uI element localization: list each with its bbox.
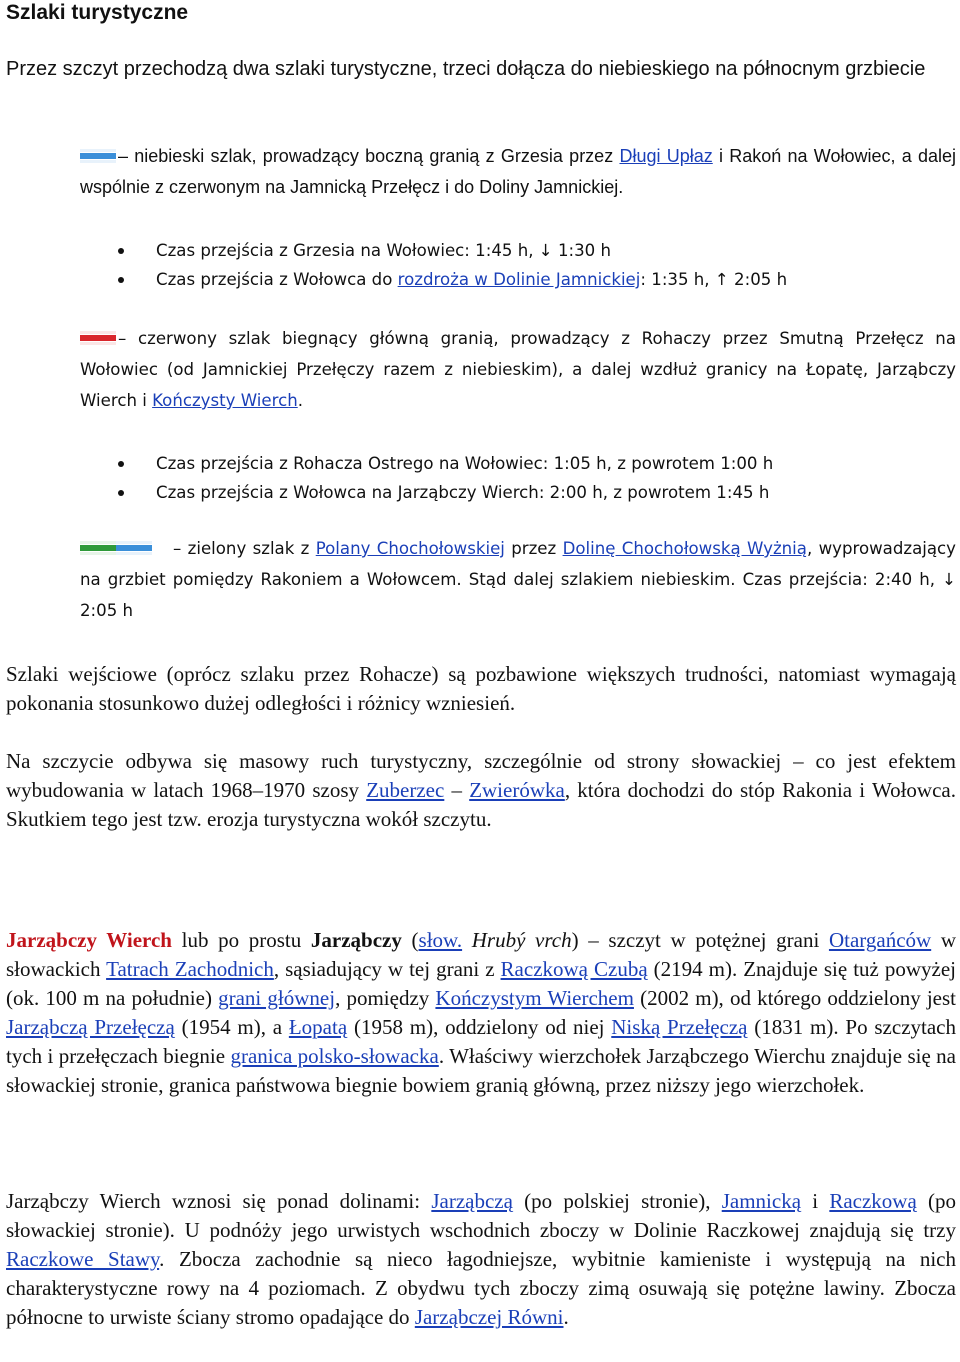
link-polana-chocholowska[interactable]: Polany Chochołowskiej	[315, 539, 505, 558]
link-raczkowa[interactable]: Raczkową	[829, 1189, 917, 1213]
link-tatry-zachodnie[interactable]: Tatrach Zachodnich	[106, 957, 274, 981]
link-zwierowka[interactable]: Zwierówka	[469, 778, 565, 802]
link-jarzabcza[interactable]: Jarząbczą	[431, 1189, 513, 1213]
link-slow[interactable]: słow.	[418, 928, 463, 952]
link-jamnicka[interactable]: Jamnicką	[721, 1189, 802, 1213]
blue-trail-times	[118, 236, 948, 294]
link-raczkowe-stawy[interactable]: Raczkowe Stawy	[6, 1247, 160, 1271]
list-item: Czas przejścia z Wołowca na Jarząbczy Wierch: 2:00 h, z powrotem 1:45 h	[118, 478, 948, 507]
blue-trail-marker-icon	[80, 149, 116, 163]
link-konczysty-wierch[interactable]: Kończysty Wierch	[152, 391, 298, 410]
link-raczkowa-czuba[interactable]: Raczkową Czubą	[500, 957, 648, 981]
red-trail-description: – czerwony szlak biegnący główną granią, prowadzący z Rohaczy przez Smutną Przełęcz na Wołowiec (od Jamnickiej Przełęczy razem z niebieskim), a dalej wzdłuż granicy na Łopatę, Jarząbczy Wierch i Kończysty Wierch.	[80, 329, 956, 410]
link-rozdroze-dolina-jamnicka[interactable]: rozdroża w Dolinie Jamnickiej	[397, 270, 641, 289]
link-jarzabcza-rown[interactable]: Jarząbczej Równi	[414, 1305, 564, 1329]
link-jarzabcza-przelecz[interactable]: Jarząbczą Przełęczą	[6, 1015, 175, 1039]
paragraph-difficulty: Szlaki wejściowe (oprócz szlaku przez Rohacze) są pozbawione większych trudności, natomiast wymagają pokonania stosunkowo dużej odległości i różnicy wzniesień.	[6, 662, 956, 715]
arrow-up-icon: ↑	[714, 270, 729, 289]
blue-trail-description: – niebieski szlak, prowadzący boczną granią z Grzesia przez Długi Upłaz i Rakoń na Wołowiec, a dalej wspólnie z czerwonym na Jamnicką Przełęcz i do Doliny Jamnickiej.	[80, 146, 957, 197]
arrow-down-icon: ↓	[538, 241, 553, 260]
list-item: Czas przejścia z Wołowca do rozdroża w Dolinie Jamnickiej: 1:35 h, ↑ 2:05 h	[118, 265, 948, 294]
section-title: Szlaki turystyczne	[6, 1, 189, 24]
red-trail-marker-icon	[80, 331, 116, 345]
arrow-down-icon: ↓	[942, 570, 956, 589]
link-gran-glowna[interactable]: grani głównej	[218, 986, 336, 1010]
list-item: Czas przejścia z Rohacza Ostrego na Wołowiec: 1:05 h, z powrotem 1:00 h	[118, 449, 948, 478]
green-trail-marker-icon	[80, 541, 152, 555]
link-zuberzec[interactable]: Zuberzec	[366, 778, 445, 802]
green-trail-description: – zielony szlak z Polany Chochołowskiej przez Dolinę Chochołowską Wyżnią, wyprowadzający na grzbiet pomiędzy Rakoniem a Wołowcem. Stąd dalej szlakiem niebieskim. Czas przejścia: 2:40 h, ↓ 2:05 h	[80, 539, 956, 620]
link-lopata[interactable]: Łopatą	[288, 1015, 348, 1039]
article-jarzabczy-wierch: Jarząbczy Wierch lub po prostu Jarząbczy (słow. Hrubý vrch) – szczyt w potężnej grani Otargańców w słowackich Tatrach Zachodnich, sąsiadujący w tej grani z Raczkową Czubą (2194 m). Znajduje się tuż powyżej (ok. 100 m na południe) grani głównej, pomiędzy Kończystym Wierchem (2002 m), od którego oddzielony jest Jarząbczą Przełęczą (1954 m), a Łopatą (1958 m), oddzielony od niej Niską Przełęczą (1831 m). Po szczytach tych i przełęczach biegnie granica polsko-słowacka. Właściwy wierzchołek Jarząbczego Wierchu znajduje się na słowackiej stronie, granica państwowa biegnie bowiem granią główną, przez niższy jego wierzchołek.	[6, 928, 957, 1097]
intro-paragraph: Przez szczyt przechodzą dwa szlaki turystyczne, trzeci dołącza do niebieskiego na północnym grzbiecie	[6, 58, 926, 80]
red-trail-times	[118, 449, 948, 507]
link-niska-przelecz[interactable]: Niską Przełęczą	[611, 1015, 748, 1039]
article-heading: Jarząbczy Wierch	[6, 928, 172, 952]
list-item: Czas przejścia z Grzesia na Wołowiec: 1:45 h, ↓ 1:30 h	[118, 236, 948, 265]
article-valleys: Jarząbczy Wierch wznosi się ponad dolinami: Jarząbczą (po polskiej stronie), Jamnicką i Raczkową (po słowackiej stronie). U podnóży jego urwistych wschodnich zboczy w Dolinie Raczkowej znajdują się trzy Raczkowe Stawy. Zbocza zachodnie są nieco łagodniejsze, wybitnie kamieniste i występują na nich charakterystyczne rowy na 4 poziomach. Z obydwu tych zboczy zimą osuwają się potężne lawiny. Zbocza północne to urwiste ściany stromo opadające do Jarząbczej Równi.	[6, 1189, 957, 1329]
link-konczysty-wierch-2[interactable]: Kończystym Wierchem	[435, 986, 634, 1010]
link-dolina-chocholowska-wyznia[interactable]: Dolinę Chochołowską Wyżnią	[562, 539, 807, 558]
link-granica-polsko-slowacka[interactable]: granica polsko-słowacka	[230, 1044, 439, 1068]
link-otargancow[interactable]: Otargańców	[828, 928, 932, 952]
link-dlugi-uplaz[interactable]: Długi Upłaz	[619, 146, 713, 166]
paragraph-tourism: Na szczycie odbywa się masowy ruch turystyczny, szczególnie od strony słowackiej – co jest efektem wybudowania w latach 1968–1970 szosy Zuberzec – Zwierówka, która dochodzi do stóp Rakonia i Wołowca. Skutkiem tego jest tzw. erozja turystyczna wokół szczytu.	[6, 749, 956, 831]
